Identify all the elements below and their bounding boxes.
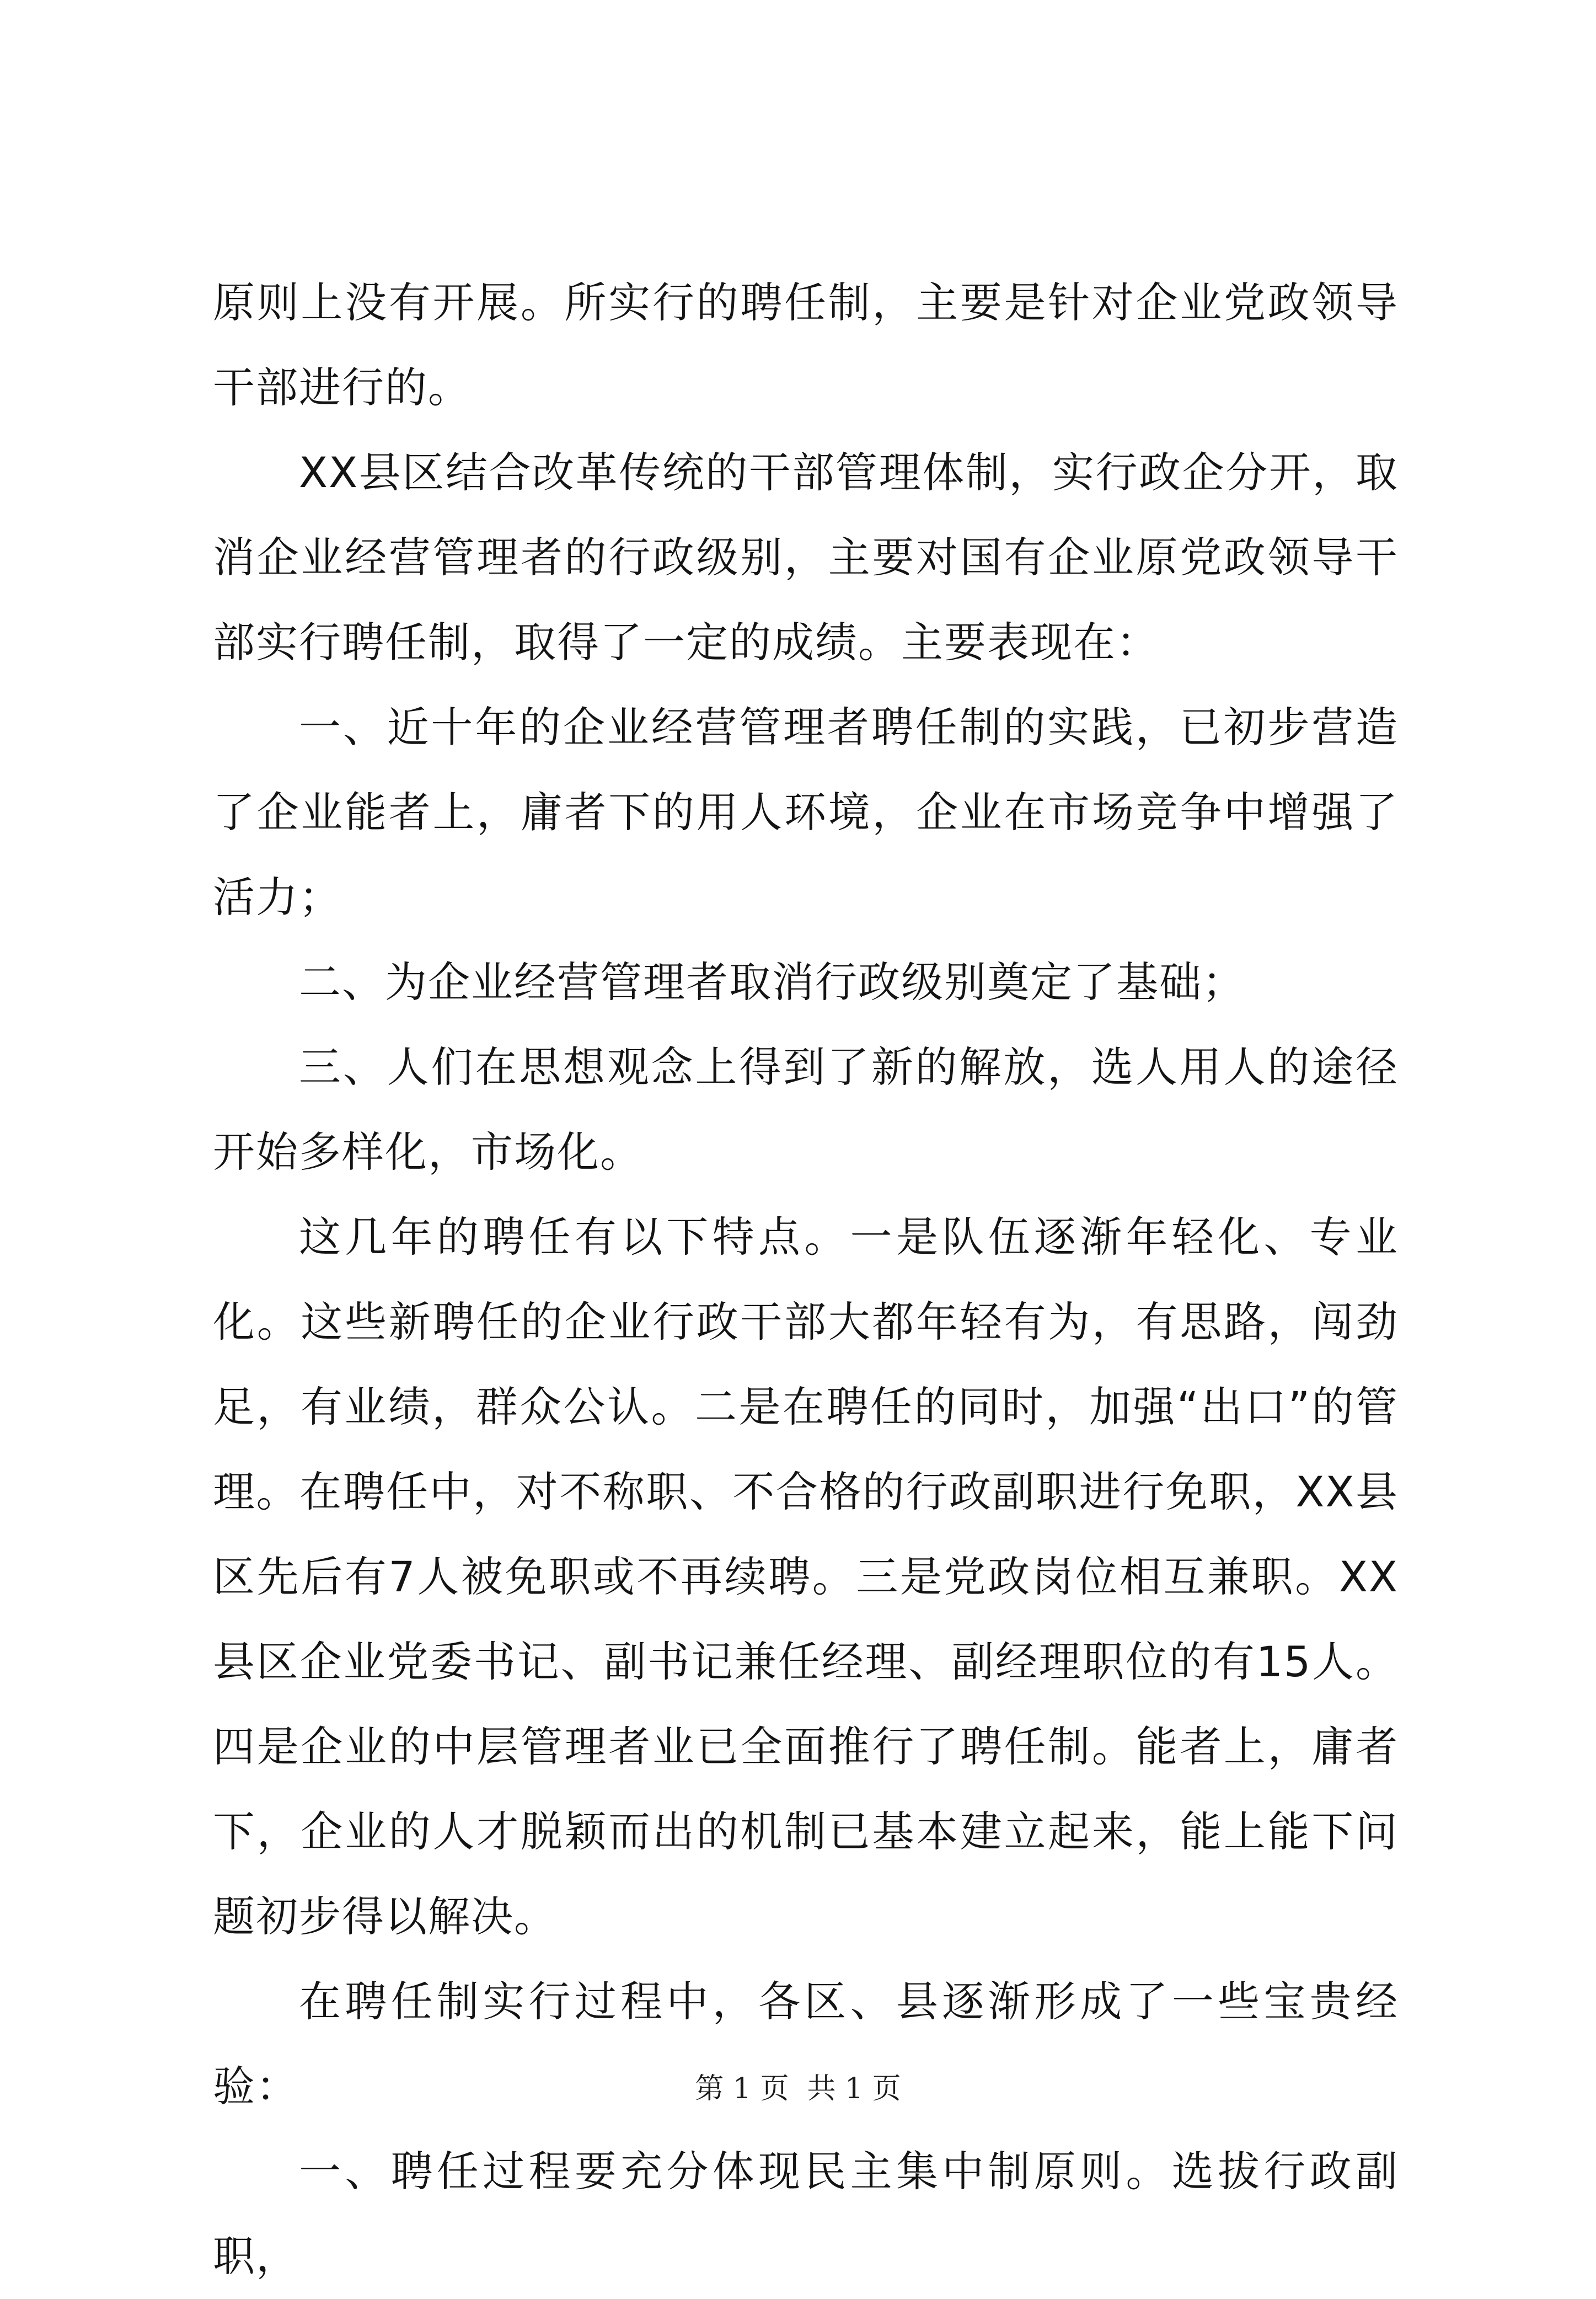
paragraph-3: 一、近十年的企业经营管理者聘任制的实践，已初步营造了企业能者上，庸者下的用人环境，企业在市场竞争中增强了活力； — [213, 703, 1399, 922]
page-number-label: 第 1 页 共 1 页 — [695, 2072, 901, 2105]
paragraph-6: 这几年的聘任有以下特点。一是队伍逐渐年轻化、专业化。这些新聘任的企业行政干部大都年轻有为，有思路，闯劲足，有业绩，群众公认。二是在聘任的同时，加强“出口”的管理。在聘任中，对不称职、不合格的行政副职进行免职，XX县区先后有7人被免职或不再续聘。三是党政岗位相互兼职。XX县区企业党委书记、副书记兼任经理、副经理职位的有15人。四是企业的中层管理者业已全面推行了聘任制。能者上，庸者下，企业的人才脱颖而出的机制已基本建立起来，能上能下问题初步得以解决。 — [213, 1212, 1399, 1941]
page-footer — [0, 2070, 1596, 2108]
paragraph-7: 在聘任制实行过程中，各区、县逐渐形成了一些宝贵经验： — [213, 1977, 1399, 2111]
paragraph-2: XX县区结合改革传统的干部管理体制，实行政企分开，取消企业经营管理者的行政级别，主要对国有企业原党政领导干部实行聘任制，取得了一定的成绩。主要表现在： — [213, 448, 1399, 667]
paragraph-4: 二、为企业经营管理者取消行政级别奠定了基础； — [299, 958, 1245, 1007]
document-body — [213, 260, 1399, 2299]
paragraph-8: 一、聘任过程要充分体现民主集中制原则。选拔行政副职， — [213, 2147, 1399, 2281]
paragraph-5: 三、人们在思想观念上得到了新的解放，选人用人的途径开始多样化，市场化。 — [213, 1042, 1399, 1177]
paragraph-1: 原则上没有开展。所实行的聘任制，主要是针对企业党政领导干部进行的。 — [213, 278, 1399, 412]
